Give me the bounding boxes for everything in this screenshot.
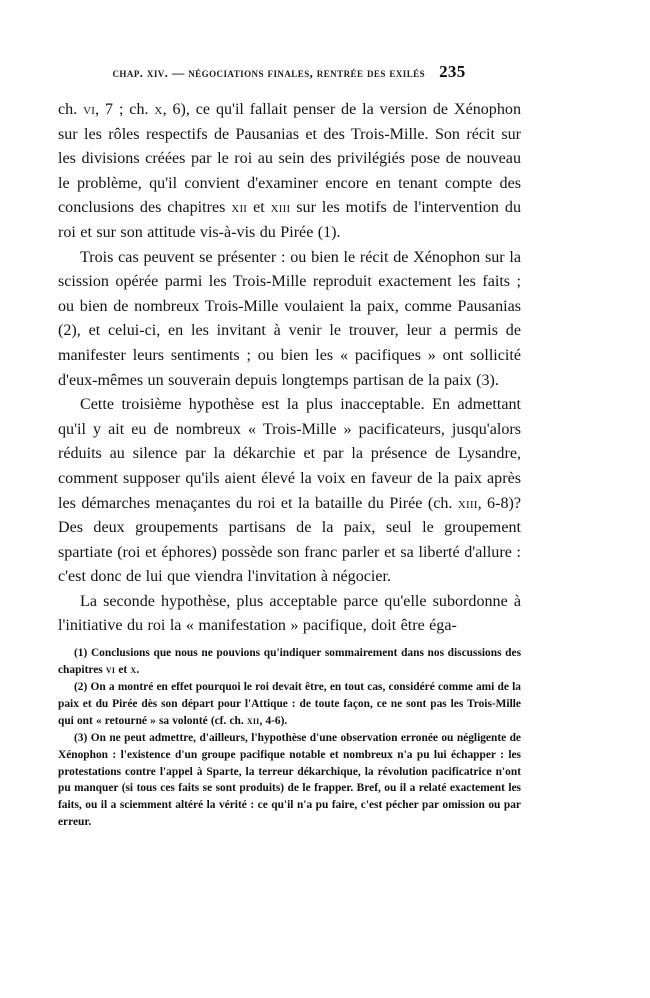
footnote-item: (1) Conclusions que nous ne pouvions qu'indiquer sommairement dans nos discussions des chapitres vi et x.: [58, 647, 521, 676]
body-paragraph: Trois cas peuvent se présenter : ou bien le récit de Xénophon sur la scission opérée parmi les Trois-Mille reproduit exactement les faits ; ou bien de nombreux Trois-Mille voulaient la paix, comme Pausanias (2), et celui-ci, en les invitant à venir le trouver, leur a permis de manifester leurs sentiments ; ou bien les « pacifiques » ont sollicité d'eux-mêmes un souverain depuis longtemps partisan de la paix (3).: [58, 248, 521, 389]
running-head: [58, 62, 520, 84]
footnote-item: (3) On ne peut admettre, d'ailleurs, l'hypothèse d'une observation erronée ou négligente de Xénophon : l'existence d'un groupe pacifique notable et nombreux n'a pu lui échapper : les protestations contre l'appel à Sparte, la terreur dékarchique, la révolution pacificatrice n'ont pu manquer (si tous ces faits se sont produits) de le frapper. Bref, ou il a relaté exactement les faits, ou il a sciemment altéré la vérité : ce qu'il n'a pu faire, c'est pécher par omission ou par erreur.: [58, 731, 521, 828]
running-head-title: chap. xiv. — négociations finales, rentrée des exilés: [112, 66, 426, 80]
roman-numeral: xiii: [457, 494, 478, 512]
page-number: 235: [439, 62, 466, 81]
roman-numeral: x: [154, 101, 163, 118]
footnote-block: [58, 645, 521, 831]
body-paragraph: ch. vi, 7 ; ch. x, 6), ce qu'il fallait penser de la version de Xénophon sur les rôles respectifs de Pausanias et des Trois-Mille. Son récit sur les divisions créées par le roi au sein des privilégiés pose de nouveau le problème, qu'il convient d'examiner encore en tenant compte des conclusions des chapitres xii et xiii sur les motifs de l'intervention du roi et sur son attitude vis-à-vis du Pirée (1).: [58, 101, 521, 241]
roman-numeral: x: [130, 663, 137, 676]
roman-numeral: vi: [105, 663, 116, 676]
roman-numeral: vi: [83, 101, 96, 118]
footnote-item: (2) On a montré en effet pourquoi le roi devait être, en tout cas, considéré comme ami de la paix et du Pirée dès son départ pour l'Attique : de toute façon, ce ne sont pas les Trois-Mille qui ont « retourné » sa volonté (cf. ch. xii, 4-6).: [58, 681, 521, 727]
roman-numeral: xii: [231, 199, 248, 217]
roman-numeral: xiii: [270, 199, 291, 217]
body-paragraph: Cette troisième hypothèse est la plus inacceptable. En admettant qu'il y ait eu de nombreux « Trois-Mille » pacificateurs, jusqu'alors réduits au silence par la dékarchie et par la présence de Lysandre, comment supposer qu'ils aient élevé la voix en faveur de la paix après les démarches menaçantes du roi et la bataille du Pirée (ch. xiii, 6-8)? Des deux groupements partisans de la paix, seul le groupement spartiate (roi et éphores) possède son franc parler et sa liberté d'allure : c'est donc de lui que viendra l'invitation à négocier.: [58, 396, 522, 586]
roman-numeral: xii: [246, 714, 260, 727]
body-text-block: [58, 98, 521, 639]
body-paragraph: La seconde hypothèse, plus acceptable parce qu'elle subordonne à l'initiative du roi la « manifestation » pacifique, doit être éga-: [58, 592, 521, 635]
